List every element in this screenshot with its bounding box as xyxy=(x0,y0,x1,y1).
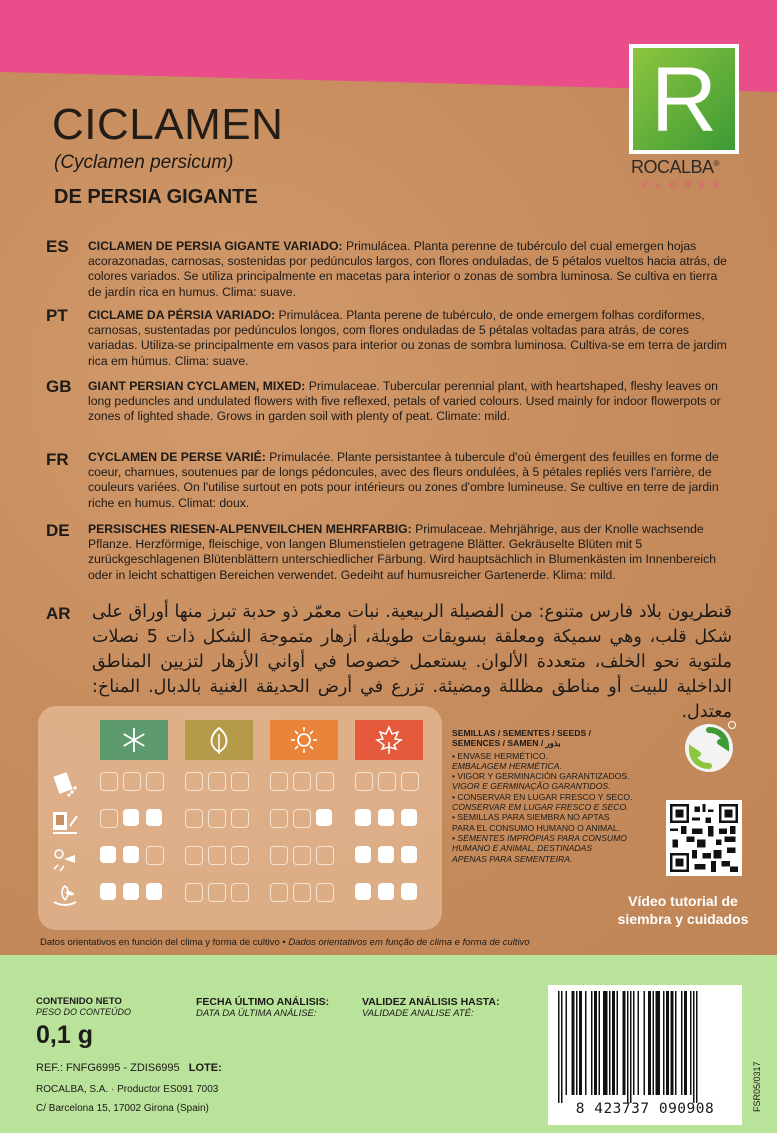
barcode-bar xyxy=(690,991,692,1095)
barcode-bar xyxy=(644,991,646,1095)
calendar-cell xyxy=(293,809,311,828)
description-pt: CICLAME DA PÉRSIA VARIADO: Primulácea. Planta perene de tubérculo, de onde emergem folhas cordiformes, carnosas, sustentadas por pedúnculos longos, com flores onduladas de 5 pétalas voltadas para atrás, de cores variadas. Utiliza-se principalmente em vasos para interior ou zonas de sombra luminosa. Cultiva-se em terra de jardim rica em húmus. Clima: suave. xyxy=(88,308,727,368)
company-line: ROCALBA, S.A. · Productor ES091 7003 xyxy=(36,1084,219,1095)
season-summer xyxy=(270,720,338,760)
calendar-cell xyxy=(185,772,203,791)
barcode-bar xyxy=(693,991,695,1103)
calendar-cell xyxy=(208,809,226,828)
barcode-bar xyxy=(612,991,615,1095)
sun-icon xyxy=(270,720,338,760)
description-ar: قنطريون بلاد فارس متنوع: من الفصيلة الربيعية. نبات معمّر ذو حدبة تبرز منها أوراق على شكل قلب، وهي سميكة ومعلقة بسويقات طويلة، أزهار متموجة الشكل ذات 5 نصلات ملتوية نحو الخلف، متعددة الألوان. يستعمل خصوصا في أواني الأزهار لتزيين المناطق الداخلية للبيت أو مناطق مظللة ومضيئة. تزرع في أرض الحديقة الغنية بالدبال. المناخ: معتدل. xyxy=(92,602,732,722)
calendar-cell xyxy=(270,772,288,791)
description-gb: GIANT PERSIAN CYCLAMEN, MIXED: Primulaceae. Tubercular perennial plant, with heartshaped, fleshy leaves on long peduncles and undulated flowers with five reflexed, petals of varied colours. Used mainly for indoor flowerpots or zones of lighted shade. Grows in garden soil with plenty of peat. Climate: mild. xyxy=(88,379,721,424)
brand-sub: FLORES xyxy=(643,180,728,190)
green-dot-recycle-icon xyxy=(682,720,736,774)
barcode-bar xyxy=(671,991,674,1095)
calendar-cell xyxy=(231,809,249,828)
side-code-text: FSR05/0317 xyxy=(752,1061,762,1112)
lang-code-de: DE xyxy=(46,521,70,540)
barcode-bar xyxy=(558,991,560,1103)
barcode-bar xyxy=(696,991,698,1103)
calendar-cell xyxy=(208,772,226,791)
address-line: C/ Barcelona 15, 17002 Girona (Spain) xyxy=(36,1103,209,1114)
barcode xyxy=(548,985,742,1125)
seeds-item-1-pt: EMBALAGEM HERMÉTICA. xyxy=(452,760,562,771)
product-title: CICLAMEN xyxy=(52,100,284,149)
sowing-icon xyxy=(50,770,80,798)
calendar-cell xyxy=(293,846,311,865)
season-winter xyxy=(100,720,168,760)
lang-code-fr: FR xyxy=(46,450,69,469)
transplant-icon xyxy=(50,845,80,873)
calendar-cell xyxy=(316,809,332,826)
barcode-bar xyxy=(656,991,661,1095)
qr-code[interactable] xyxy=(666,800,742,876)
validity-label: VALIDEZ ANÁLISIS HASTA: xyxy=(362,996,500,1008)
barcode-bar xyxy=(684,991,687,1095)
video-tutorial-caption xyxy=(611,892,755,928)
calendar-cell xyxy=(123,772,141,791)
barcode-bar xyxy=(617,991,619,1095)
description-de: PERSISCHES RIESEN-ALPENVEILCHEN MEHRFARBIG: Primulaceae. Mehrjährige, aus der Knolle wachsende Pflanze. Herzförmige, fleischige, von langen Blumenstielen getragene Blätter. Gekräuselte Blüten mit 5 zurückgeschlagenen Blütenblättern unterschiedlicher Färbung. Wird hauptsächlich in Blumenkästen im Innenbereich oder in leicht schattigen Bereichen verwendet. Gedeiht auf humusreicher Gartenerde. Klima: mild. xyxy=(88,522,717,582)
harvest-icon xyxy=(50,882,80,910)
barcode-bar xyxy=(603,991,608,1095)
calendar-cell xyxy=(316,883,334,902)
barcode-bar xyxy=(609,991,611,1095)
calendar-cell xyxy=(231,846,249,865)
brand-reg: ® xyxy=(713,159,719,168)
calendar-cell xyxy=(146,772,164,791)
barcode-bar xyxy=(623,991,626,1095)
snowflake-icon xyxy=(100,720,168,760)
seeds-item-3: • CONSERVAR EN LUGAR FRESCO Y SECO. xyxy=(452,791,633,802)
calendar-cell xyxy=(270,846,288,865)
seeds-item-2: • VIGOR Y GERMINACIÓN GARANTIZADOS. xyxy=(452,771,630,782)
calendar-cell xyxy=(123,846,139,863)
calendar-cell xyxy=(146,809,162,826)
barcode-bar xyxy=(648,991,651,1095)
barcode-bar xyxy=(594,991,597,1095)
calendar-row-harvest xyxy=(100,883,440,903)
seeds-item-5: • SEMENTES IMPRÓPIAS PARA CONSUMO xyxy=(452,832,627,843)
seeds-item-1: • ENVASE HERMÉTICO. xyxy=(452,750,548,761)
calendar-cell xyxy=(270,883,288,902)
calendar-cell xyxy=(316,846,334,865)
seeds-item-4b: PARA EL CONSUMO HUMANO O ANIMAL. xyxy=(452,822,621,833)
calendar-cell xyxy=(185,809,203,828)
calendar-cell xyxy=(355,809,371,826)
lang-code-ar: AR xyxy=(46,604,71,623)
video-line-1: Vídeo tutorial de xyxy=(628,893,738,909)
analysis-date xyxy=(196,996,329,1019)
calendar-row-transplant xyxy=(100,846,440,866)
calendar-cell xyxy=(401,846,417,863)
seeds-item-2-pt: VIGOR E GERMINAÇÃO GARANTIDOS. xyxy=(452,781,611,792)
lang-code-pt: PT xyxy=(46,306,68,325)
validity-label-pt: VALIDADE ANALISE ATÉ: xyxy=(362,1008,474,1019)
barcode-bar xyxy=(633,991,635,1095)
analysis-label-pt: DATA DA ÚLTIMA ANÁLISE: xyxy=(196,1008,317,1019)
net-label-pt: PESO DO CONTEÚDO xyxy=(36,1007,132,1017)
barcode-bar xyxy=(566,991,568,1095)
barcode-bar xyxy=(572,991,575,1095)
calendar-cell xyxy=(208,846,226,865)
rocalba-logo: R ROCALBA® FLORES xyxy=(629,44,739,192)
lote-label: LOTE: xyxy=(188,1062,222,1074)
barcode-bar xyxy=(653,991,655,1095)
seeds-item-4: • SEMILLAS PARA SIEMBRA NO APTAS xyxy=(452,812,610,823)
calendar-cell xyxy=(100,846,116,863)
calendar-cell xyxy=(378,883,394,900)
net-content xyxy=(36,996,131,1050)
calendar-cell xyxy=(100,772,118,791)
calendar-cell xyxy=(401,883,417,900)
calendar-cell xyxy=(123,883,139,900)
seedbed-icon xyxy=(50,808,80,836)
scientific-name: (Cyclamen persicum) xyxy=(54,152,234,173)
barcode-number: 8 423737 090908 xyxy=(575,1101,715,1117)
calendar-cell xyxy=(401,772,419,791)
calendar-cell xyxy=(208,883,226,902)
sowing-calendar xyxy=(38,706,442,930)
lang-code-es: ES xyxy=(46,237,69,256)
calendar-cell xyxy=(231,772,249,791)
seeds-info xyxy=(452,728,633,864)
calendar-cell xyxy=(100,883,116,900)
barcode-bar xyxy=(561,991,563,1103)
leaf-icon xyxy=(185,720,253,760)
calendar-cell xyxy=(355,846,371,863)
barcode-bar xyxy=(675,991,677,1095)
net-label: CONTENIDO NETO xyxy=(36,996,122,1007)
calendar-cell xyxy=(355,772,373,791)
brand-name: ROCALBA xyxy=(631,157,714,177)
calendar-cell xyxy=(100,809,118,828)
barcode-bar xyxy=(585,991,587,1095)
analysis-validity xyxy=(362,996,499,1019)
calendar-cell xyxy=(293,883,311,902)
barcode-bar xyxy=(681,991,683,1095)
orientation-pt: Dados orientativos em função de clima e forma de cultivo xyxy=(288,937,530,948)
season-spring xyxy=(185,720,253,760)
seeds-item-3-pt: CONSERVAR EM LUGAR FRESCO E SECO. xyxy=(452,802,629,813)
seeds-item-5c: APENAS PARA SEMENTEIRA. xyxy=(452,853,573,864)
side-code xyxy=(752,1061,762,1112)
barcode-bars xyxy=(548,989,742,1107)
calendar-cell xyxy=(123,809,139,826)
barcode-bar xyxy=(576,991,578,1095)
barcode-bar xyxy=(630,991,632,1103)
barcode-bar xyxy=(666,991,669,1095)
barcode-bar xyxy=(599,991,601,1095)
calendar-cell xyxy=(293,772,311,791)
barcode-bar xyxy=(627,991,629,1103)
calendar-cell xyxy=(231,883,249,902)
calendar-row-seedbed xyxy=(100,809,440,829)
calendar-cell xyxy=(270,809,288,828)
barcode-bar xyxy=(579,991,582,1095)
calendar-cell xyxy=(316,772,334,791)
calendar-cell xyxy=(185,883,203,902)
analysis-label: FECHA ÚLTIMO ANÁLISIS: xyxy=(196,996,330,1008)
barcode-bar xyxy=(591,991,593,1095)
variety-name: DE PERSIA GIGANTE xyxy=(54,186,258,208)
seeds-heading-1: SEMILLAS / SEMENTES / SEEDS / xyxy=(452,728,591,738)
description-es: CICLAMEN DE PERSIA GIGANTE VARIADO: Primulácea. Planta perenne de tubérculo del cual emergen hojas acorazonadas, carnosas, sostenidas por pedúnculos largos, con flores onduladas, de 5 pétalos vueltos hacia atrás, de colores variados. Se utiliza principalmente en macetas para interior o zonas de sombra luminosa. Se cultiva en tierra de jardín rica en humus. Clima: suave. xyxy=(88,239,727,299)
description-fr: CYCLAMEN DE PERSE VARIÉ: Primulacée. Plante persistantee à tubercule d'où émergent des feuilles en forme de coeur, charnues, soutenues par de longs pédoncules, avec des fleurs ondulées, à 5 pétales repliés vers l'arrière, de couleurs variées. On l'utilise surtout en pots pour intérieurs ou zones d'ombre lumineuse. Se cultive en terre de jardin riche en humus. Climat: doux. xyxy=(88,450,719,510)
barcode-bar xyxy=(638,991,640,1095)
calendar-cell xyxy=(378,846,394,863)
maple-leaf-icon xyxy=(355,720,423,760)
orientation-note xyxy=(40,937,530,948)
seeds-item-5b: HUMANO E ANIMAL, DESTINADAS xyxy=(452,843,593,854)
orientation-es: Datos orientativos en función del clima y forma de cultivo • xyxy=(40,937,286,948)
video-line-2: siembra y cuidados xyxy=(617,911,749,927)
calendar-cell xyxy=(185,846,203,865)
reference-line xyxy=(36,1062,222,1074)
seeds-heading-2: SEMENCES / SAMEN / بذور xyxy=(452,738,561,749)
season-autumn xyxy=(355,720,423,760)
barcode-bar xyxy=(663,991,665,1095)
calendar-cell xyxy=(378,772,396,791)
calendar-cell xyxy=(401,809,417,826)
net-value: 0,1 g xyxy=(36,1021,93,1049)
calendar-cell xyxy=(355,883,371,900)
lang-code-gb: GB xyxy=(46,377,72,396)
calendar-cell xyxy=(146,846,164,865)
calendar-cell xyxy=(146,883,162,900)
calendar-row-sowing xyxy=(100,772,440,792)
reference: REF.: FNFG6995 - ZDIS6995 xyxy=(36,1062,180,1074)
calendar-cell xyxy=(378,809,394,826)
